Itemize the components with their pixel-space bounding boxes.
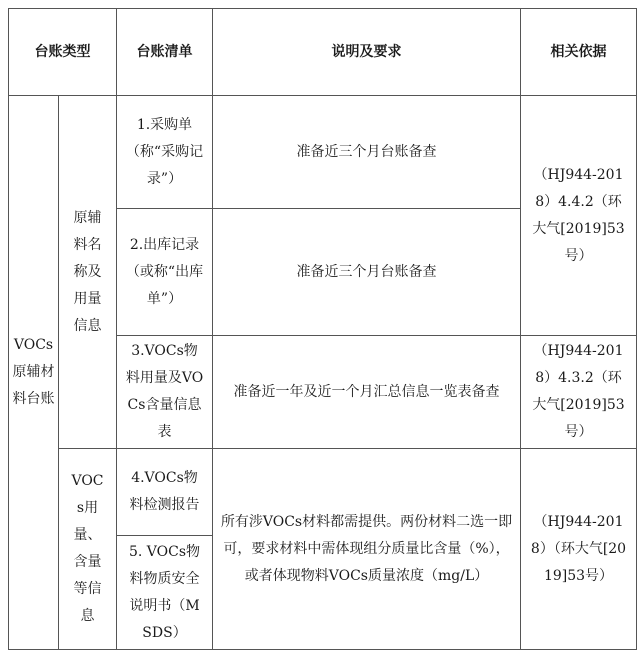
ledger-item-cell: 3.VOCs物料用量及VOCs含量信息表 xyxy=(117,336,213,449)
table-row xyxy=(9,449,637,536)
header-basis: 相关依据 xyxy=(521,9,637,96)
ledger-item-cell: 2.出库记录（或称“出库单”） xyxy=(117,209,213,336)
header-row xyxy=(9,9,637,96)
basis-cell: （HJ944-2018）（环大气[2019]53号） xyxy=(521,449,637,650)
ledger-item-cell: 4.VOCs物料检测报告 xyxy=(117,449,213,536)
description-cell: 准备近三个月台账备查 xyxy=(213,96,521,209)
basis-cell: （HJ944-2018）4.4.2（环大气[2019]53号） xyxy=(521,96,637,336)
header-ledger-type: 台账类型 xyxy=(9,9,117,96)
group-name-cell: 原辅料名称及用量信息 xyxy=(59,96,117,449)
table-row xyxy=(9,96,637,209)
group-name-cell: VOCs用量、含量等信息 xyxy=(59,449,117,650)
ledger-item-cell: 5. VOCs物料物质安全说明书（MSDS） xyxy=(117,536,213,650)
ledger-item-cell: 1.采购单（称“采购记录”） xyxy=(117,96,213,209)
header-description: 说明及要求 xyxy=(213,9,521,96)
ledger-table xyxy=(8,8,637,650)
header-ledger-list: 台账清单 xyxy=(117,9,213,96)
description-cell: 准备近一年及近一个月汇总信息一览表备查 xyxy=(213,336,521,449)
basis-cell: （HJ944-2018）4.3.2（环大气[2019]53号） xyxy=(521,336,637,449)
ledger-type-cell: VOCs原辅材料台账 xyxy=(9,96,59,650)
description-cell: 所有涉VOCs材料都需提供。两份材料二选一即可，要求材料中需体现组分质量比含量（%），或者体现物料VOCs质量浓度（mg/L） xyxy=(213,449,521,650)
description-cell: 准备近三个月台账备查 xyxy=(213,209,521,336)
ledger-table-container xyxy=(8,8,637,650)
